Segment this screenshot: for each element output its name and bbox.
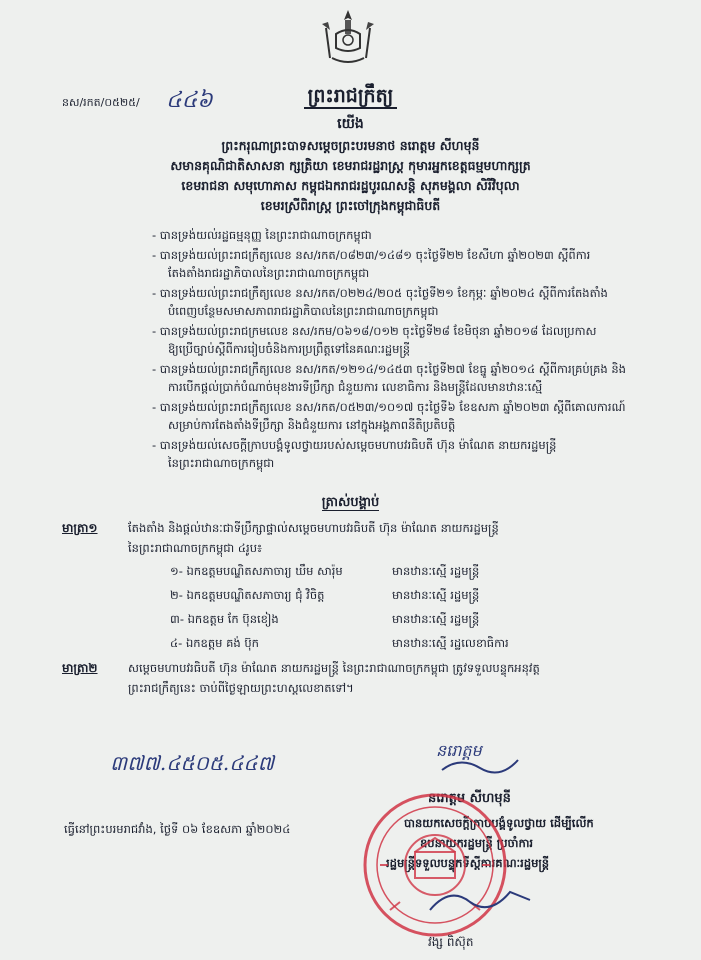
- visa-line: សម្រាប់ការតែងតាំងទីប្រឹក្សា និងជំនួយការ នៅក្នុងអង្គភាពនីតិប្រតិបត្តិ: [168, 418, 456, 432]
- appointee-name: ១- ឯកឧត្តមបណ្ឌិតសភាចារ្យ ឃឹម សារ៉ុម: [170, 564, 343, 578]
- we-heading: យើង: [337, 116, 364, 132]
- reference-handwritten-number: ៤៤៦: [166, 88, 213, 113]
- visa-line: ការបើកផ្តល់ប្រាក់បំណាច់មុខងារទីប្រឹក្សា ជំនួយការ លេខាធិការ និងមន្ត្រីដែលមានឋានៈស្មើ: [168, 380, 543, 394]
- article-2-label: មាត្រា២: [62, 661, 98, 675]
- article-1-text: នៃព្រះរាជាណាចក្រកម្ពុជា ៤រូប៖: [128, 541, 263, 555]
- king-name: នរោត្តម សីហមុនី: [428, 791, 511, 806]
- decree-heading: ត្រាស់បង្គាប់: [321, 495, 380, 510]
- visa-line: - បានទ្រង់យល់រដ្ឋធម្មនុញ្ញ នៃព្រះរាជាណាចក្រកម្ពុជា: [152, 228, 372, 242]
- document-title: ព្រះរាជក្រឹត្យ: [0, 84, 701, 112]
- royal-emblem-icon: [318, 8, 378, 66]
- visa-line: - បានទ្រង់យល់សេចក្តីក្រាបបង្គំទូលថ្វាយរបស់សម្តេចមហាបវរធិបតី ហ៊ុន ម៉ាណែត នាយករដ្ឋមន្ត្រី: [152, 438, 557, 452]
- appointee-post: មានឋានៈស្មើ រដ្ឋមន្ត្រី: [392, 588, 480, 602]
- king-title-line: ខេមរាជនា សមុហោភាស កម្ពុជឯករាជរដ្ឋបូរណសន្តិ សុភមង្គលា សិរីវិបុលា: [181, 178, 520, 193]
- countersign-line: បានយកសេចក្តីក្រាបបង្គំទូលថ្វាយ ដើម្បីលើក: [404, 816, 594, 830]
- countersign-line: ឧបនាយករដ្ឋមន្ត្រី ប្រចាំការ: [420, 836, 534, 850]
- visa-line: នៃព្រះរាជាណាចក្រកម្ពុជា: [168, 456, 275, 470]
- article-1-text: តែងតាំង និងផ្តល់ឋានៈជាទីប្រឹក្សាផ្ទាល់សម្តេចមហាបវរធិបតី ហ៊ុន ម៉ាណែត នាយករដ្ឋមន្ត្រី: [128, 521, 499, 535]
- visa-line: - បានទ្រង់យល់ព្រះរាជក្រឹត្យលេខ នស/រកត/០៥២៣/១០១៧ ចុះថ្ងៃទី៦ ខែឧសភា ឆ្នាំ២០២៣ ស្តីពីគោលការណ៍: [152, 400, 626, 414]
- royal-signature: នរោត្តម: [436, 741, 482, 760]
- appointee-name: ៤- ឯកឧត្តម គង់ ប៊ុក: [170, 636, 259, 650]
- place-and-date: ធ្វើនៅព្រះបរមរាជវាំង, ថ្ងៃទី ០៦ ខែឧសភា ឆ្នាំ២០២៤: [64, 822, 291, 836]
- article-1-label: មាត្រា១: [62, 521, 98, 535]
- appointee-post: មានឋានៈស្មើ រដ្ឋមន្ត្រី: [392, 564, 480, 578]
- appointee-name: ៣- ឯកឧត្តម កែ ប៊ុនខៀង: [170, 612, 279, 626]
- visa-line: - បានទ្រង់យល់ព្រះរាជក្រឹត្យលេខ នស/រកត/១២១៤/១៤៥៣ ចុះថ្ងៃទី២៧ ខែធ្នូ ឆ្នាំ២០១៤ ស្តីពីការគ្រប់គ្រង និង: [152, 362, 626, 376]
- king-title-line: សមានគុណិជាតិសាសនា ក្សត្រិយា ខេមរាជរដ្ឋរាស្ត្រ កុមារអ្នកខេត្តធម្មមហាក្សត្រ: [170, 158, 531, 173]
- king-title-line: ព្រះករុណាព្រះបាទសម្តេចព្រះបរមនាថ នរោត្តម សីហមុនី: [221, 138, 480, 153]
- countersign-signature-icon: [420, 880, 540, 920]
- visa-line: ឱ្យប្រើច្បាប់ស្តីពីការរៀបចំនិងការប្រព្រឹត្តទៅនៃគណៈរដ្ឋមន្ត្រី: [168, 342, 411, 356]
- visa-line: - បានទ្រង់យល់ព្រះរាជក្រឹត្យលេខ នស/រកត/០៨២៣/១៤៨១ ចុះថ្ងៃទី២២ ខែសីហា ឆ្នាំ២០២៣ ស្តីពីការ: [152, 248, 591, 262]
- visa-line: តែងតាំងរាជរដ្ឋាភិបាលនៃព្រះរាជាណាចក្រកម្ពុជា: [168, 266, 370, 280]
- article-2-text: សម្តេចមហាបវរធិបតី ហ៊ុន ម៉ាណែត នាយករដ្ឋមន្ត្រី នៃព្រះរាជាណាចក្រកម្ពុជា ត្រូវទទួលបន្ទុកអនុវត្ត: [128, 661, 540, 675]
- reference-number: នស/រកត/០៥២៥/: [62, 96, 140, 109]
- visa-line: - បានទ្រង់យល់ព្រះរាជក្រឹត្យលេខ នស/រកត/០២២៤/២០៥ ចុះថ្ងៃទី២១ ខែកុម្ភៈ ឆ្នាំ២០២៤ ស្តីពីការតែងតាំង: [152, 286, 608, 300]
- king-title-line: ខេមរស្រីពិរាស្ត្រ ព្រះចៅក្រុងកម្ពុជាធិបតី: [260, 198, 441, 213]
- countersigner-name: វង្ស ពិស៊ុត: [428, 935, 474, 949]
- appointee-name: ២- ឯកឧត្តមបណ្ឌិតសភាចារ្យ ជុំ វិចិត្ត: [170, 588, 325, 602]
- appointee-post: មានឋានៈស្មើ រដ្ឋលេខាធិការ: [392, 636, 509, 650]
- countersign-line: រដ្ឋមន្ត្រីទទួលបន្ទុកទីស្តីការគណៈរដ្ឋមន្ត្រី: [386, 856, 550, 870]
- appointee-post: មានឋានៈស្មើ រដ្ឋមន្ត្រី: [392, 612, 480, 626]
- visa-line: - បានទ្រង់យល់ព្រះរាជក្រមលេខ នស/រកម/០៦១៨/០១២ ចុះថ្ងៃទី២៨ ខែមិថុនា ឆ្នាំ២០១៨ ដែលប្រកាស: [152, 324, 597, 338]
- royal-signature-stroke-icon: [440, 752, 520, 776]
- visa-line: បំពេញបន្ថែមសមាសភាពរាជរដ្ឋាភិបាលនៃព្រះរាជាណាចក្រកម្ពុជា: [168, 304, 439, 318]
- handwritten-date: ៣៧៧.៤៥០៥.៤៤៧: [110, 751, 274, 775]
- article-2-text: ព្រះរាជក្រឹត្យនេះ ចាប់ពីថ្ងៃឡាយព្រះហស្តលេខាតទៅ។: [128, 681, 354, 695]
